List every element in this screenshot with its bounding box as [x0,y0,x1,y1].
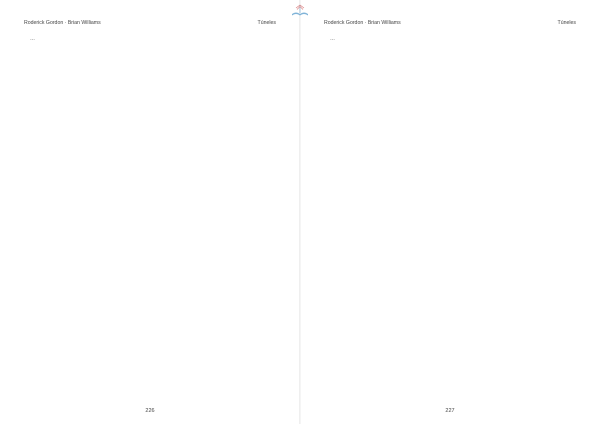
right-page-body [324,36,576,43]
left-running-head [24,16,276,34]
left-running-head-title: Túneles [257,20,276,26]
right-page-number: 227 [445,408,455,414]
right-page [300,0,600,424]
right-running-head-title: Túneles [557,20,576,26]
left-page-number: 226 [145,408,155,414]
left-running-head-author: Roderick Gordon · Brian Williams [24,20,101,26]
publisher-logo-icon [290,2,310,18]
right-running-head-author: Roderick Gordon · Brian Williams [324,20,401,26]
right-running-head [324,16,576,34]
paragraph: … [330,36,335,42]
left-page-body [24,36,276,43]
paragraph: … [30,36,35,42]
